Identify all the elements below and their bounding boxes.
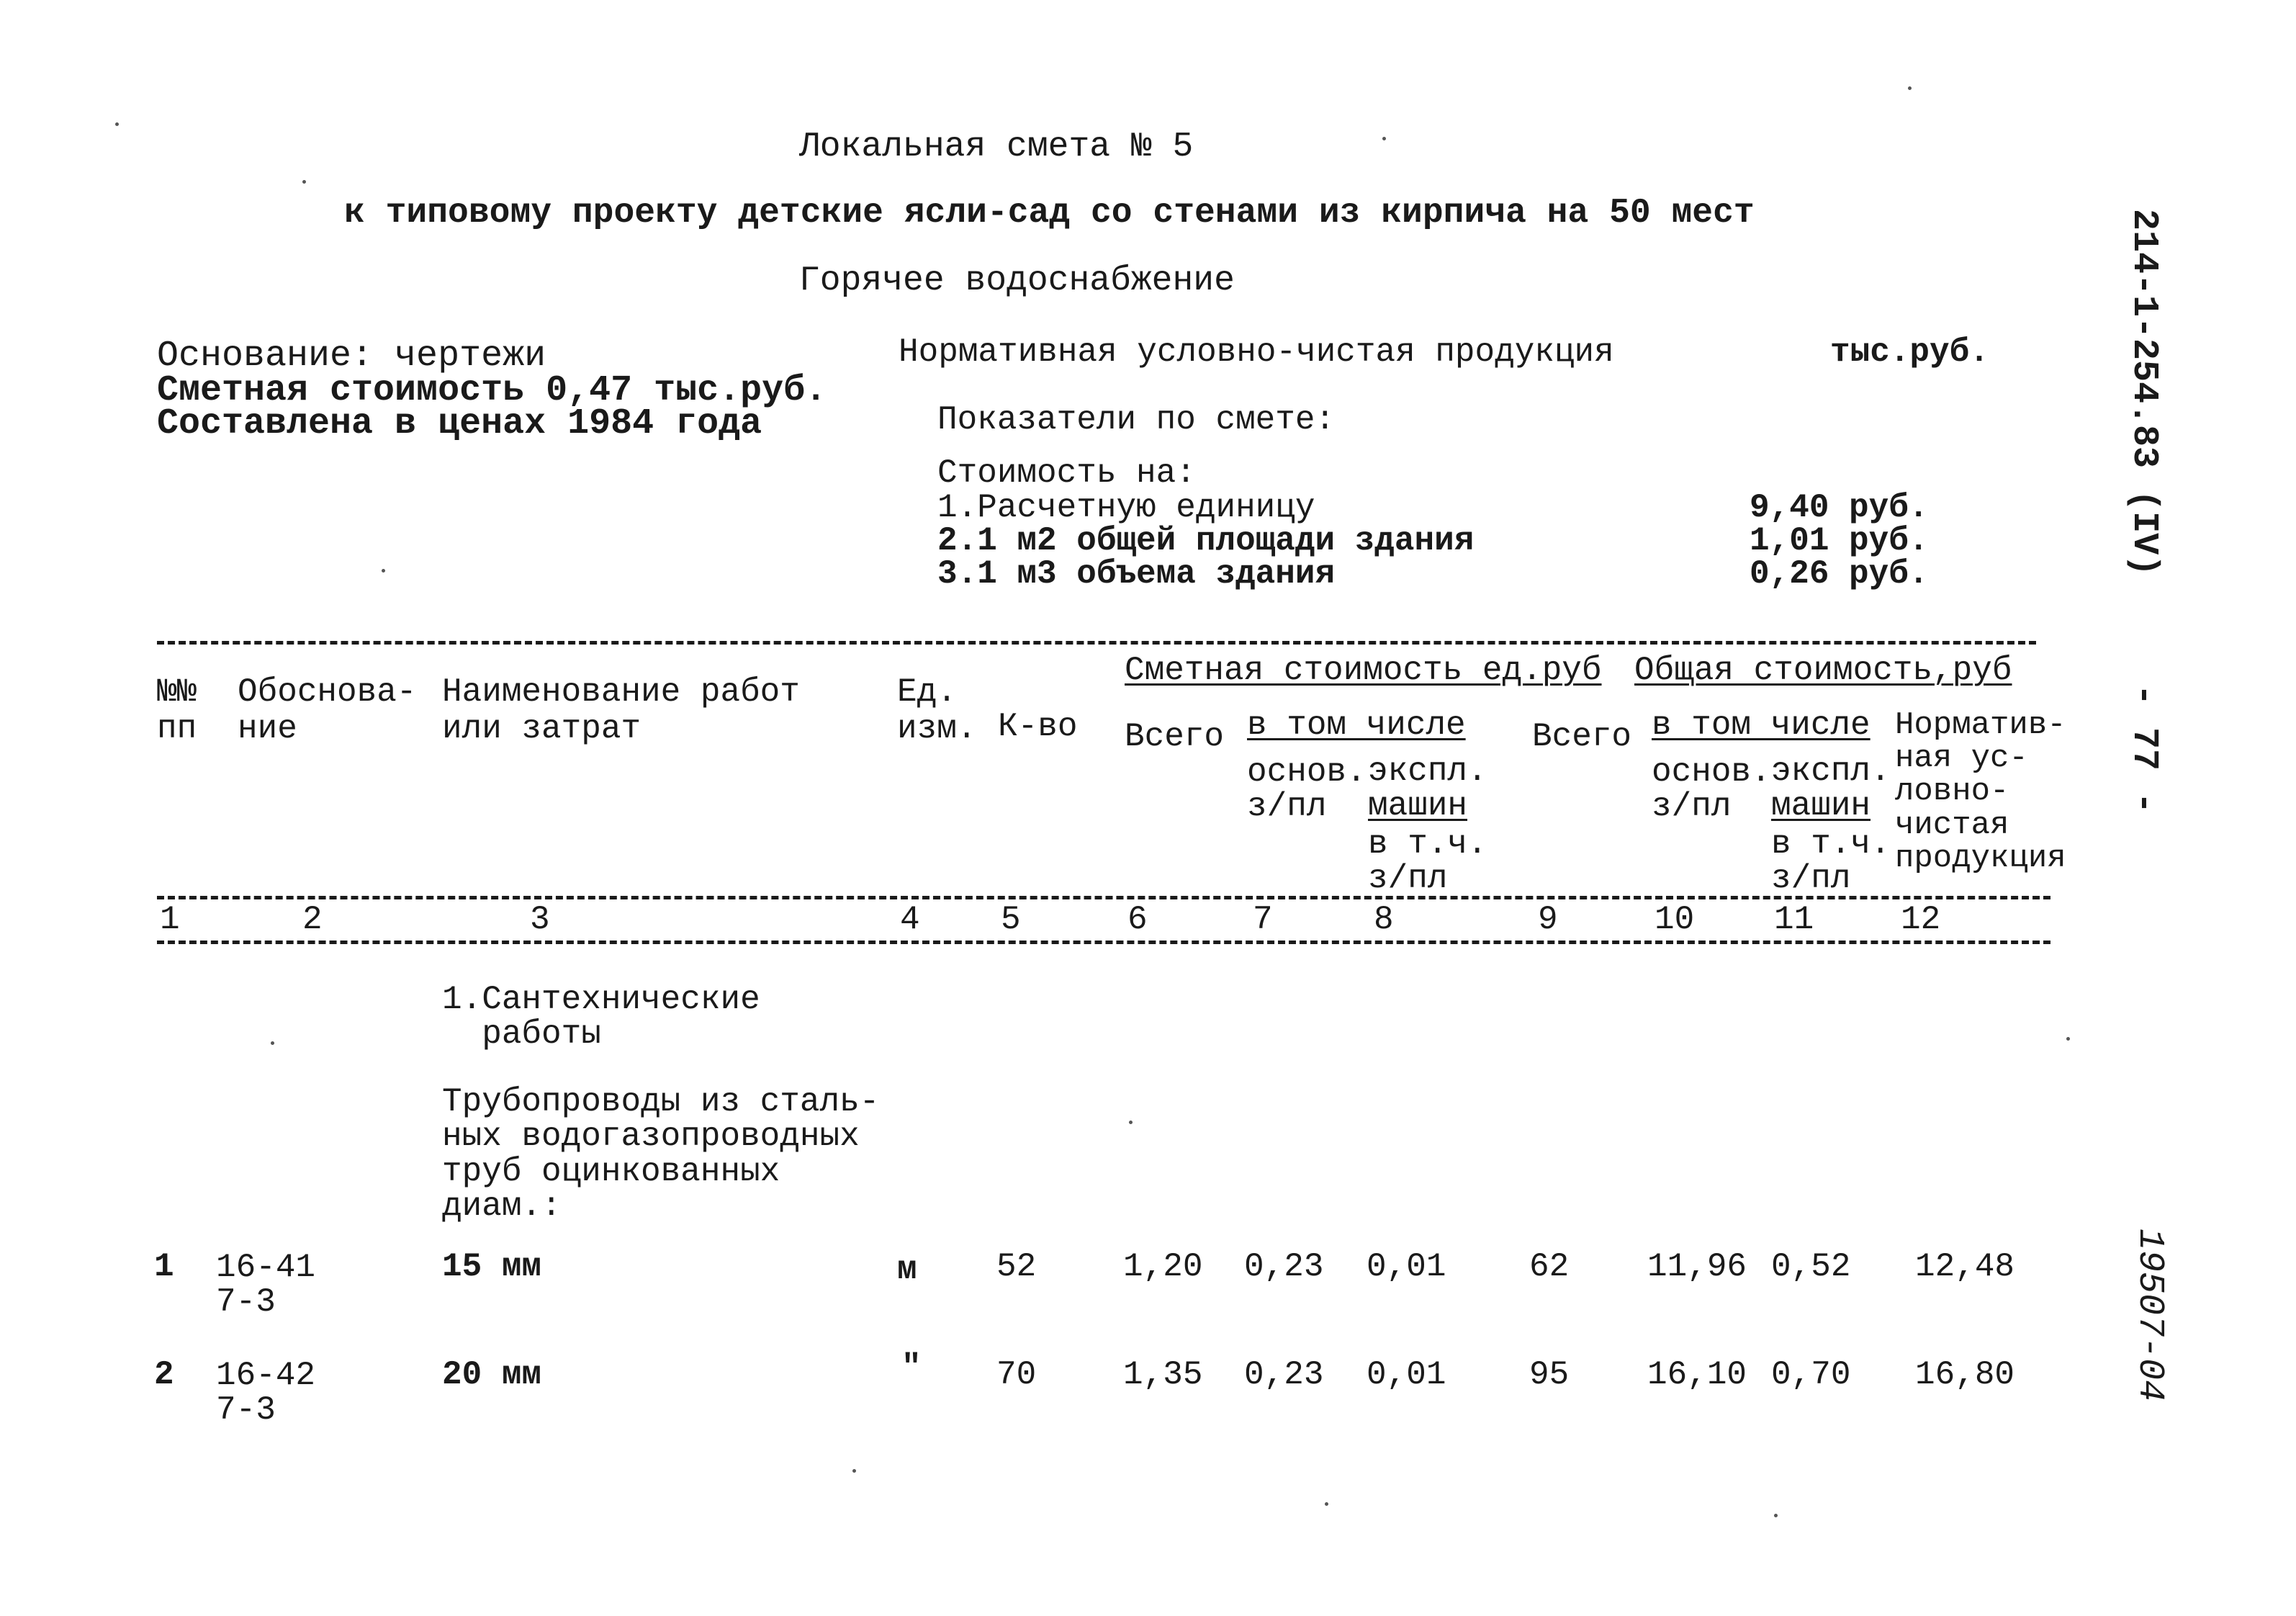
col-number-12: 12 (1901, 901, 1941, 938)
row-2-qty: 70 (996, 1356, 1037, 1393)
indicator-2-label: 2.1 м2 общей площади здания (937, 522, 1475, 560)
col-header-total-unit: Всего (1125, 718, 1225, 755)
cost-on-label: Стоимость на: (937, 454, 1196, 492)
scan-speck (271, 1041, 274, 1045)
scan-speck (1908, 86, 1912, 90)
row-2-unit-machines: 0,01 (1367, 1356, 1446, 1393)
col-header-ekspl-unit: экспл. (1368, 753, 1487, 790)
col-header-basis: Обоснова- ние (238, 673, 417, 748)
col-number-3: 3 (530, 901, 550, 938)
table-section-title: 1.Сантехнические работы (442, 981, 760, 1054)
col-header-mashin-unit: машин (1368, 787, 1468, 825)
table-top-rule (157, 641, 2036, 645)
row-1-qty: 52 (996, 1248, 1037, 1285)
row-1-total-wage: 11,96 (1647, 1248, 1747, 1285)
col-number-10: 10 (1655, 901, 1695, 938)
row-2-total: 95 (1529, 1356, 1570, 1393)
document-title: Локальная смета № 5 (799, 127, 1194, 166)
row-1-norm-product: 12,48 (1915, 1248, 2015, 1285)
margin-inventory-number: 19507-04 (2129, 1229, 2170, 1402)
scan-speck (2066, 1037, 2070, 1041)
scan-speck (1382, 137, 1386, 140)
col-number-5: 5 (1001, 901, 1021, 938)
basis-line-2: Сметная стоимость 0,47 тыс.руб. (157, 370, 827, 411)
col-header-num: №№ пп (157, 673, 197, 748)
row-1-unit-wage: 0,23 (1244, 1248, 1324, 1285)
col-number-6: 6 (1127, 901, 1148, 938)
row-1-total-machines: 0,52 (1771, 1248, 1851, 1285)
row-1-unit-machines: 0,01 (1367, 1248, 1446, 1285)
row-2-total-machines: 0,70 (1771, 1356, 1851, 1393)
basis-line-3: Составлена в ценах 1984 года (157, 403, 762, 444)
scan-speck (115, 122, 119, 126)
row-1-num: 1 (154, 1248, 174, 1285)
scan-speck (1774, 1514, 1778, 1517)
table-numbers-rule (157, 941, 2050, 944)
row-2-unit-wage: 0,23 (1244, 1356, 1324, 1393)
indicators-heading: Показатели по смете: (937, 401, 1336, 439)
indicator-3-label: 3.1 м3 объема здания (937, 555, 1336, 593)
col-header-mashin-all: машин (1771, 787, 1871, 825)
scan-speck (382, 569, 385, 573)
row-2-norm-product: 16,80 (1915, 1356, 2015, 1393)
col-header-wage-unit: основ. з/пл (1247, 753, 1367, 826)
col-header-vtch-unit: в т.ч. з/пл (1368, 825, 1487, 898)
col-header-qty: К-во (998, 708, 1078, 745)
col-group-unit-cost: Сметная стоимость ед.руб (1125, 652, 1602, 689)
col-number-4: 4 (900, 901, 920, 938)
col-number-2: 2 (302, 901, 323, 938)
row-1-unit-total: 1,20 (1123, 1248, 1203, 1285)
col-number-8: 8 (1374, 901, 1394, 938)
indicator-1-label: 1.Расчетную единицу (937, 489, 1315, 526)
col-header-ekspl-all: экспл. (1771, 753, 1891, 790)
section-title: Горячее водоснабжение (799, 261, 1235, 300)
col-header-total-all: Всего (1532, 718, 1632, 755)
col-header-name: Наименование работ или затрат (442, 673, 800, 748)
col-header-incl-all: в том числе (1652, 706, 1870, 744)
basis-line-1: Основание: чертежи (157, 336, 546, 377)
scan-speck (302, 180, 306, 184)
indicator-3-value: 0,26 руб. (1750, 555, 1929, 593)
row-2-code: 16-42 7-3 (216, 1357, 316, 1429)
norm-label: Нормативная условно-чистая продукция (899, 333, 1614, 371)
col-number-7: 7 (1253, 901, 1273, 938)
col-number-1: 1 (160, 901, 180, 938)
scan-speck (1325, 1502, 1328, 1506)
col-header-unit: Ед. изм. (897, 673, 977, 748)
table-group-title: Трубопроводы из сталь- ных водогазопроводных труб оцинкованных диам.: (442, 1083, 880, 1225)
margin-page-number: - 77 - (2123, 684, 2164, 814)
row-2-total-wage: 16,10 (1647, 1356, 1747, 1393)
col-header-vtch-all: в т.ч. з/пл (1771, 825, 1891, 898)
col-header-wage-all: основ. з/пл (1652, 753, 1771, 826)
col-header-incl-unit: в том числе (1247, 706, 1466, 744)
norm-unit: тыс.руб. (1830, 333, 1989, 371)
scan-speck (1129, 1121, 1133, 1124)
row-2-name: 20 мм (442, 1356, 542, 1393)
col-group-total-cost: Общая стоимость,руб (1634, 652, 2012, 689)
row-2-num: 2 (154, 1356, 174, 1393)
indicator-2-value: 1,01 руб. (1750, 522, 1929, 560)
col-header-norm-product: Норматив- ная ус- ловно- чистая продукция (1895, 707, 2066, 876)
col-number-9: 9 (1538, 901, 1558, 938)
col-number-11: 11 (1774, 901, 1814, 938)
scan-speck (852, 1469, 856, 1473)
table-header-rule (157, 896, 2050, 899)
row-1-name: 15 мм (442, 1248, 542, 1285)
indicator-1-value: 9,40 руб. (1750, 489, 1929, 526)
document-subtitle: к типовому проекту детские ясли-сад со стенами из кирпича на 50 мест (344, 194, 1755, 233)
margin-doc-code: 214-1-254.83 (IV) (2123, 209, 2164, 577)
row-1-unit: м (897, 1251, 917, 1288)
row-2-unit-total: 1,35 (1123, 1356, 1203, 1393)
row-2-unit: " (901, 1349, 922, 1386)
row-1-code: 16-41 7-3 (216, 1249, 316, 1321)
row-1-total: 62 (1529, 1248, 1570, 1285)
